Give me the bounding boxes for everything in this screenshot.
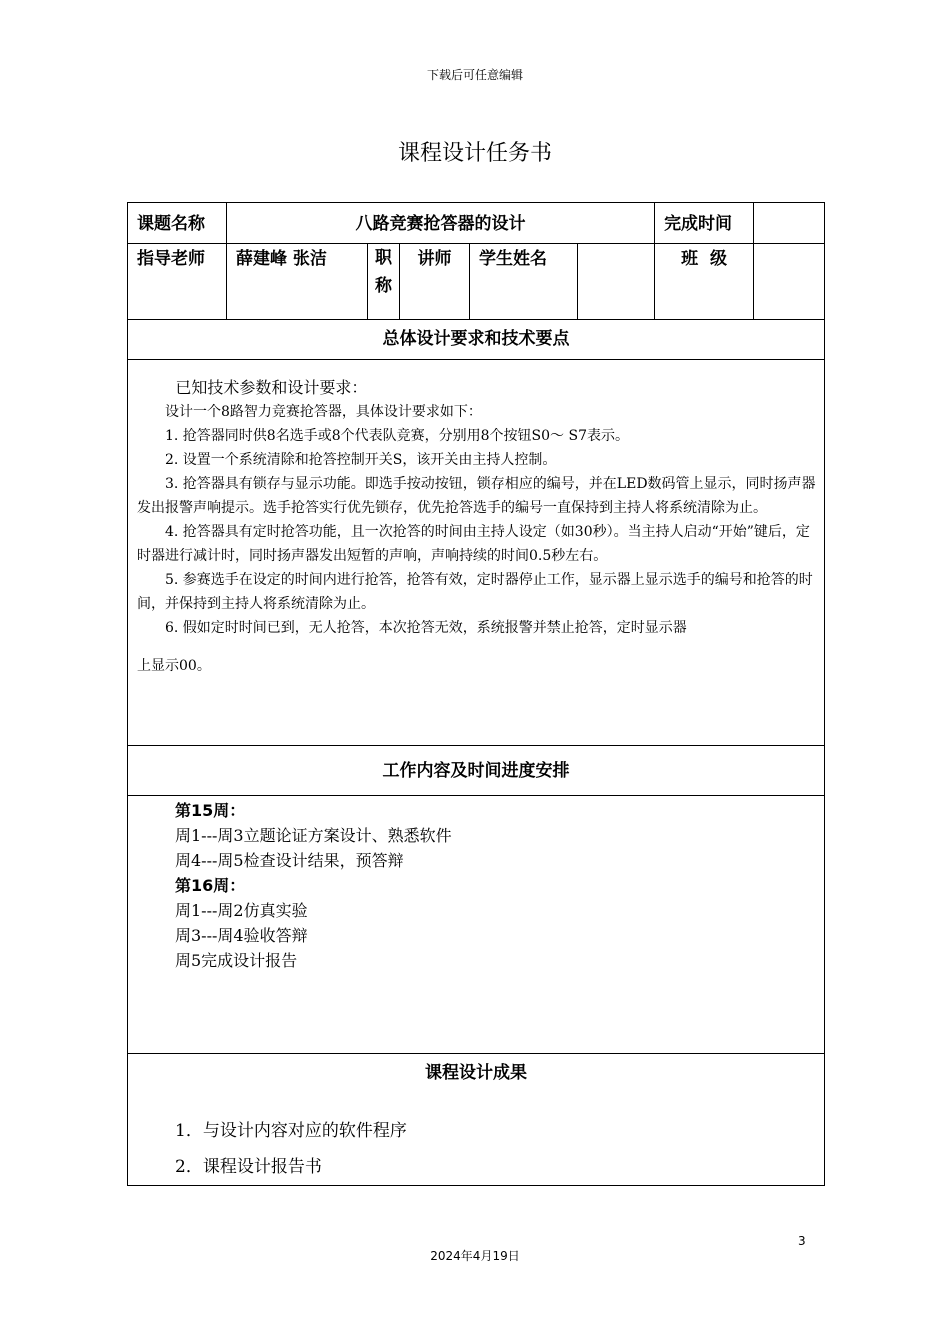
section-requirements-heading-row [128, 320, 825, 360]
schedule-line: 第16周： [175, 876, 246, 895]
advisor-value: 薛建峰 张洁 [227, 244, 368, 320]
completion-time-label: 完成时间 [655, 203, 754, 244]
section-results-heading: 课程设计成果 [425, 1063, 528, 1083]
class-label: 班 级 [655, 244, 754, 320]
schedule-line: 周3---周4验收答辩 [175, 926, 308, 945]
job-title-label-char-1: 职 [375, 248, 392, 268]
completion-time-value[interactable] [754, 203, 825, 244]
section-requirements-heading: 总体设计要求和技术要点 [128, 320, 825, 360]
schedule-line: 第15周： [175, 801, 246, 820]
schedule-body [128, 796, 825, 1054]
requirements-paragraph: 4. 抢答器具有定时抢答功能，且一次抢答的时间由主持人设定（如30秒）。当主持人启动“开始”键后，定时器进行减计时，同时扬声器发出短暂的声响，声响持续的时间0.5秒左右。 [137, 524, 810, 564]
advisor-label: 指导老师 [128, 244, 227, 320]
page-number: 3 [798, 1234, 806, 1248]
schedule-line: 周1---周3立题论证方案设计、熟悉软件 [175, 826, 452, 845]
requirements-paragraph: 1. 抢答器同时供8名选手或8个代表队竞赛，分别用8个按钮S0～ S7表示。 [165, 428, 629, 444]
topic-label: 课题名称 [128, 203, 227, 244]
schedule-line: 周4---周5检查设计结果，预答辩 [175, 851, 404, 870]
requirements-body [128, 360, 825, 746]
results-item: 1．与设计内容对应的软件程序 [175, 1121, 407, 1141]
job-title-value: 讲师 [400, 244, 470, 320]
section-schedule-heading-row [128, 746, 825, 796]
results-list [128, 1083, 824, 1185]
page-title: 课程设计任务书 [397, 141, 552, 166]
class-value[interactable] [754, 244, 825, 320]
footer-date: 2024年4月19日 [430, 1249, 520, 1263]
header-note: 下载后可任意编辑 [426, 68, 523, 82]
section-schedule-heading: 工作内容及时间进度安排 [128, 746, 825, 796]
results-cell [128, 1054, 825, 1186]
advisor-row [128, 244, 825, 320]
requirements-lead: 已知技术参数和设计要求： [175, 378, 368, 397]
job-title-label [368, 244, 400, 320]
schedule-line: 周5完成设计报告 [175, 951, 298, 970]
section-requirements-row [128, 360, 825, 746]
topic-value: 八路竞赛抢答器的设计 [227, 203, 655, 244]
requirements-paragraph: 2. 设置一个系统清除和抢答控制开关S，该开关由主持人控制。 [165, 452, 557, 468]
schedule-line: 周1---周2仿真实验 [175, 901, 308, 920]
section-schedule-row [128, 796, 825, 1054]
requirements-paragraph: 6. 假如定时时间已到，无人抢答，本次抢答无效，系统报警并禁止抢答，定时显示器 [165, 620, 687, 636]
student-name-label: 学生姓名 [470, 244, 578, 320]
job-title-label-char-2: 称 [375, 276, 392, 296]
requirements-paragraph: 设计一个8路智力竞赛抢答器，具体设计要求如下： [165, 404, 482, 420]
topic-row [128, 203, 825, 244]
requirements-last-line: 上显示00。 [137, 658, 211, 674]
student-name-value[interactable] [578, 244, 655, 320]
results-item: 2．课程设计报告书 [175, 1157, 322, 1177]
section-results-row [128, 1054, 825, 1186]
requirements-paragraph: 3. 抢答器具有锁存与显示功能。即选手按动按钮，锁存相应的编号，并在LED数码管上显示，同时扬声器发出报警声响提示。选手抢答实行优先锁存，优先抢答选手的编号一直保持到主持人将系统清除为止。 [137, 476, 816, 516]
task-table [127, 202, 825, 1186]
requirements-paragraph: 5. 参赛选手在设定的时间内进行抢答，抢答有效，定时器停止工作，显示器上显示选手的编号和抢答的时间，并保持到主持人将系统清除为止。 [137, 572, 813, 612]
